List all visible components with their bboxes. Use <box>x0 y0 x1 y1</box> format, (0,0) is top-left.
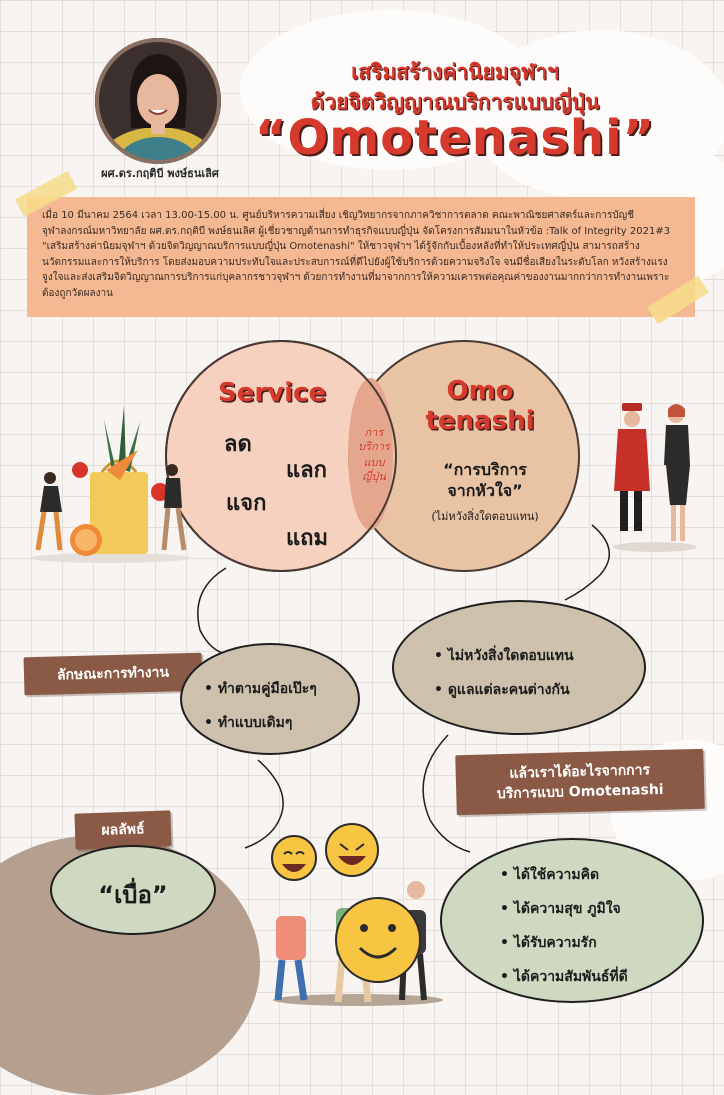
gains-ellipse <box>440 838 704 1003</box>
omotenashi-traits-list <box>434 645 574 713</box>
list-item: • ได้ใช้ความคิด <box>500 864 628 886</box>
page-title-line2: ด้วยจิตวิญญาณบริการแบบญี่ปุ่น <box>310 90 600 114</box>
overlap-label: การ <box>364 426 384 439</box>
result-label: ผลลัพธ์ <box>74 810 171 849</box>
gains-list <box>500 864 628 1000</box>
service-title: Service <box>218 378 327 408</box>
gains-label-line2: บริการแบบ Omotenashi <box>496 781 664 803</box>
work-style-ellipse <box>180 643 360 755</box>
result-value: “เบื่อ” <box>98 881 168 909</box>
result-ellipse <box>50 845 216 935</box>
happy-people-illustration <box>268 820 448 1010</box>
service-word: แจก <box>226 491 267 516</box>
omotenashi-quote-sub: (ไม่หวังสิ่งใดตอบแทน) <box>431 510 539 523</box>
work-style-label: ลักษณะการทำงาน <box>24 653 203 696</box>
service-word: แถม <box>286 526 329 551</box>
omotenashi-quote-line1: “การบริการ <box>443 460 527 479</box>
intro-text: เมื่อ 10 มีนาคม 2564 เวลา 13.00-15.00 น. ศูนย์บริหารความเสี่ยง เชิญวิทยากรจากภาควิชาการตลาด คณะพาณิชยศาสตร์และการบัญชี จุฬาลงกรณ์มหาวิทยาลัย ผศ.ดร.กฤติบี พงษ์ธนเลิศ ผู้เชี่ยวชาญด้านการทำธุรกิจแบบญี่ปุ่น จัดโครงการสัมมนาในหัวข้อ :Talk of Integrity 2021#3 "เสริมสร้างค่านิยมจุฬาฯ ด้วยจิตวิญญาณบริการแบบญี่ปุ่น Omotenashi" ให้ชาวจุฬาฯ ได้รู้จักกับเบื้องหลังที่ทำให้ประเทศญี่ปุ่น สามารถสร้างนวัตกรรมและการให้บริการ โดยส่งมอบความประทับใจและประสบการณ์ที่ดีไปยังผู้ใช้บริการด้วยความจริงใจ จนมีชื่อเสียงในระดับโลก หวังสร้างแรงจูงใจและส่งเสริมจิตวิญญาณการบริการแก่บุคลากรชาวจุฬาฯ ด้วยการทำงานที่มาจากการให้ความเคารพต่อคุณค่าของงานมากกว่าการทำงานเพราะต้องถูกวัดผลงาน <box>42 210 671 299</box>
list-item: • ทำแบบเดิมๆ <box>204 712 317 734</box>
shoppers-illustration <box>20 400 200 565</box>
page-title-main: “Omotenashi” <box>254 110 656 166</box>
list-item: • ดูแลแต่ละคนต่างกัน <box>434 679 574 701</box>
hospitality-staff-illustration <box>610 395 700 555</box>
overlap-label: แบบ <box>363 456 385 469</box>
page-title-line1: เสริมสร้างค่านิยมจุฬาฯ <box>351 60 559 84</box>
service-word: แลก <box>286 458 327 483</box>
service-word: ลด <box>224 432 252 457</box>
list-item: • ได้ความสัมพันธ์ที่ดี <box>500 966 628 988</box>
list-item: • ไม่หวังสิ่งใดตอบแทน <box>434 645 574 667</box>
overlap-label: บริการ <box>358 440 390 453</box>
omotenashi-title-line1: Omo <box>446 376 514 406</box>
list-item: • ได้ความสุข ภูมิใจ <box>500 898 628 920</box>
omotenashi-quote-line2: จากหัวใจ” <box>447 481 523 500</box>
work-style-list <box>204 678 317 746</box>
omotenashi-title-line2: tenashi <box>425 406 535 436</box>
overlap-label: ญี่ปุ่น <box>362 470 386 483</box>
speaker-name: ผศ.ดร.กฤติบี พงษ์ธนเลิศ <box>101 167 219 180</box>
gains-label <box>455 749 704 815</box>
omotenashi-traits-ellipse <box>392 600 646 735</box>
list-item: • ได้รับความรัก <box>500 932 628 954</box>
list-item: • ทำตามคู่มือเป๊ะๆ <box>204 678 317 700</box>
gains-label-line1: แล้วเราได้อะไรจากการ <box>509 762 651 782</box>
